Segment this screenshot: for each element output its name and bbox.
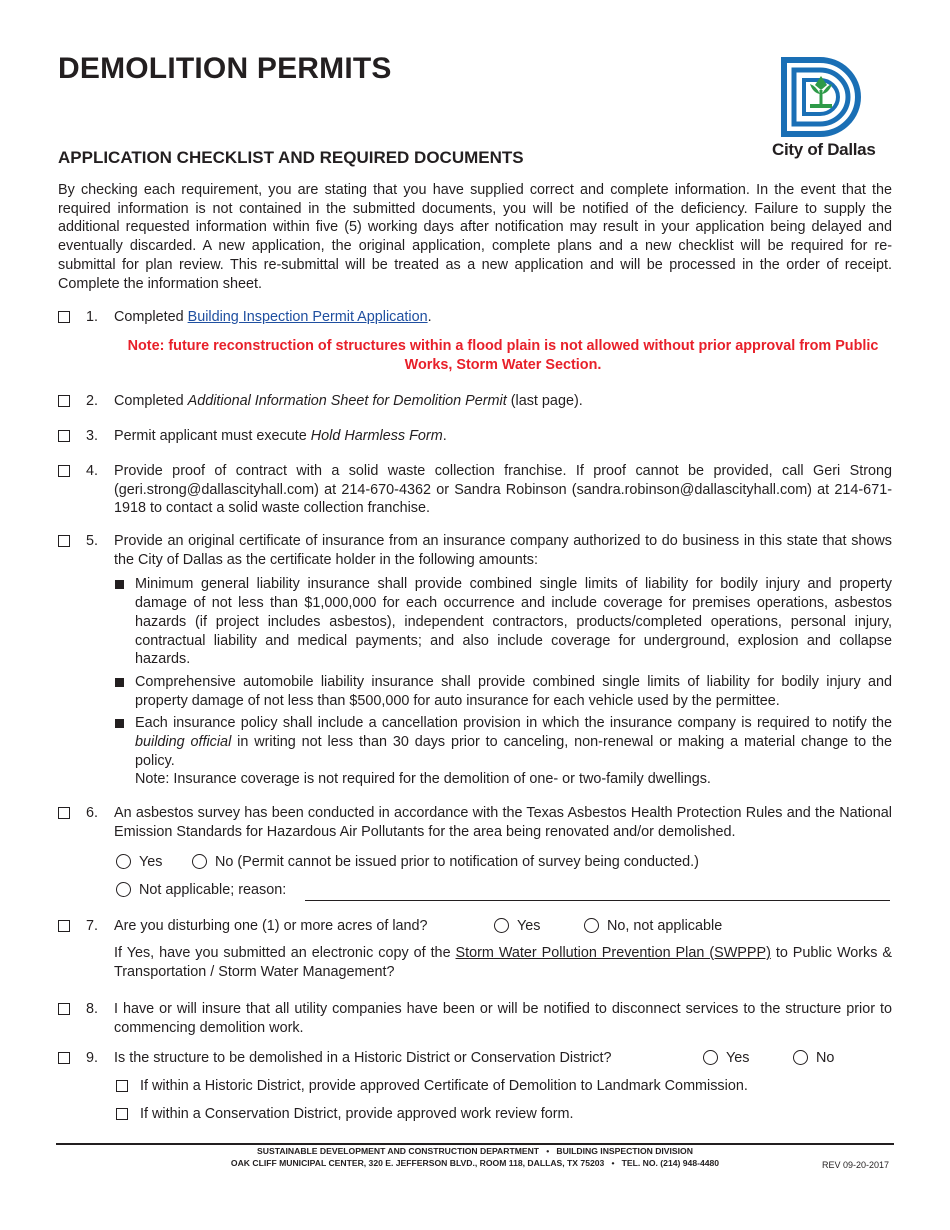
item-9-checkbox[interactable] [58,1052,70,1064]
item-text: . [442,428,447,444]
footer [100,1146,850,1169]
item-text: Provide proof of contract with a solid waste collection franchise. If proof cannot be provided, call Geri Strong (geri.strong@dallascityhall.com) at 214-670-4362 or Sandra Robinson (sandra.robinson@dallascityhall.com) at 214-671-1918 to contact a solid waste collection franchise. [114,463,892,517]
acres-question: Are you disturbing one (1) or more acres of land? [114,918,428,934]
item-number: 7. [86,918,99,934]
footer-address: OAK CLIFF MUNICIPAL CENTER, 320 E. JEFFERSON BLVD., ROOM 118, DALLAS, TX 75203 • TEL. NO. (214) 948-4480 [230,1157,720,1168]
acres-no-radio[interactable] [584,918,599,933]
checklist-item-6 [58,804,892,841]
section-heading: APPLICATION CHECKLIST AND REQUIRED DOCUMENTS [58,148,524,167]
flood-plain-note: Note: future reconstruction of structures within a flood plain is not allowed without prior approval from Public Works, Storm Water Section. [127,338,879,373]
asbestos-na-radio[interactable] [116,882,131,897]
item-5-checkbox[interactable] [58,535,70,547]
bullet-square-icon [115,580,124,589]
list-item: Each insurance policy shall include a cancellation provision in which the insurance company is required to notify the building official in writing not less than 30 days prior to canceling, non-renewal or making a material change to the policy. Note: Insurance coverage is not required for the demolition of one- or two-family dwellings. [114,714,892,789]
city-of-dallas-logo [772,56,892,160]
checklist-item-7 [58,917,892,936]
swppp-link[interactable]: Storm Water Pollution Prevention Plan (SWPPP) [455,945,771,961]
item-text: Completed [114,309,188,325]
item-text: Provide an original certificate of insurance from an insurance company authorized to do business in this state that shows the City of Dallas as the certificate holder in the following amounts: [114,533,892,568]
item-text-emphasis: Additional Information Sheet for Demolition Permit [187,393,507,409]
item-1-checkbox[interactable] [58,311,70,323]
dallas-d-logo-icon [780,56,864,138]
intro-paragraph: By checking each requirement, you are stating that you have supplied correct and complete information. In the event that the required information is not contained in the submitted documents, you will be notified of the deficiency. Failure to supply the additional requested information within five (5) working days after notification may result in your application being delayed and eventually discarded. A new application, the original application, complete plans and a new checklist will be required for re-submittal for plan review. This re-submittal will be treated as a new application and will be processed in the order of receipt. Complete the information sheet. [58,182,892,292]
insurance-requirements-list [114,575,892,789]
historic-district-question: Is the structure to be demolished in a Historic District or Conservation District? [114,1050,612,1066]
item-text: I have or will insure that all utility companies have been or will be notified to disconnect services to the structure prior to commencing demolition work. [114,1001,892,1036]
item-number: 9. [86,1050,99,1066]
item-text: . [427,309,432,325]
item-3-checkbox[interactable] [58,430,70,442]
conservation-review-checkbox[interactable] [116,1108,128,1120]
checklist-item-9 [58,1049,892,1068]
list-item: Comprehensive automobile liability insurance shall provide combined single limits of liability for bodily injury and property damage of not less than $500,000 for auto insurance for each vehicle used by the permittee. [114,673,892,710]
item-number: 2. [86,393,99,409]
item-number: 6. [86,805,99,821]
item-4-checkbox[interactable] [58,465,70,477]
historic-certificate-text: If within a Historic District, provide approved Certificate of Demolition to Landmark Commission. [140,1078,748,1094]
historic-certificate-checkbox[interactable] [116,1080,128,1092]
bullet-square-icon [115,678,124,687]
item-7-checkbox[interactable] [58,920,70,932]
historic-no-option[interactable]: No [793,1049,834,1068]
checklist-item-2 [58,392,892,411]
item-text: Completed [114,393,188,409]
item-8-checkbox[interactable] [58,1003,70,1015]
footer-divider [56,1143,894,1145]
acres-no-option[interactable]: No, not applicable [584,917,722,936]
page-title: DEMOLITION PERMITS [58,52,392,85]
acres-yes-option[interactable]: Yes [494,917,540,936]
checklist-item-4 [58,462,892,518]
checklist-item-5 [58,532,892,793]
acres-yes-radio[interactable] [494,918,509,933]
revision-date: REV 09-20-2017 [822,1160,890,1170]
logo-text: City of Dallas [772,140,876,159]
item-6-checkbox[interactable] [58,807,70,819]
asbestos-no-option[interactable]: No (Permit cannot be issued prior to notification of survey being conducted.) [192,853,699,872]
bullet-square-icon [115,719,124,728]
item-text: (last page). [506,393,583,409]
reason-input-line[interactable] [305,900,890,901]
building-permit-application-link[interactable]: Building Inspection Permit Application [187,309,428,325]
item-number: 5. [86,533,99,549]
conservation-review-text: If within a Conservation District, provide approved work review form. [140,1106,574,1122]
item-number: 1. [86,309,99,325]
item-text: Permit applicant must execute [114,428,311,444]
item-text: An asbestos survey has been conducted in accordance with the Texas Asbestos Health Protection Rules and the National Emission Standards for Hazardous Air Pollutants for the area being renovated and/or demolished. [114,805,892,840]
historic-yes-radio[interactable] [703,1050,718,1065]
historic-yes-option[interactable]: Yes [703,1049,749,1068]
item-2-checkbox[interactable] [58,395,70,407]
item-number: 8. [86,1001,99,1017]
asbestos-yes-option[interactable]: Yes [116,853,162,872]
checklist-item-1 [58,308,892,327]
asbestos-no-radio[interactable] [192,854,207,869]
swppp-followup: If Yes, have you submitted an electronic copy of the Storm Water Pollution Prevention Plan (SWPPP) to Public Works & Transportation / Storm Water Management? [114,945,892,980]
checklist-item-8 [58,1000,892,1037]
checklist-item-3 [58,427,892,446]
item-text-emphasis: Hold Harmless Form [310,428,443,444]
historic-no-radio[interactable] [793,1050,808,1065]
footer-department: SUSTAINABLE DEVELOPMENT AND CONSTRUCTION DEPARTMENT • BUILDING INSPECTION DIVISION [257,1146,693,1156]
list-item: Minimum general liability insurance shall provide combined single limits of liability for bodily injury and property damage of not less than $1,000,000 for each occurrence and include coverage for premises operations, asbestos hazards (if project includes asbestos), independent contractors, products/completed operations, personal injury, contractual liability and medical payments; and also include coverage for underground, explosion and collapse hazards. [114,575,892,669]
insurance-note: Note: Insurance coverage is not required for the demolition of one- or two-family dwellings. [135,771,711,788]
asbestos-na-option[interactable]: Not applicable; reason: [116,881,286,900]
asbestos-yes-radio[interactable] [116,854,131,869]
item-number: 4. [86,463,99,479]
item-number: 3. [86,428,99,444]
